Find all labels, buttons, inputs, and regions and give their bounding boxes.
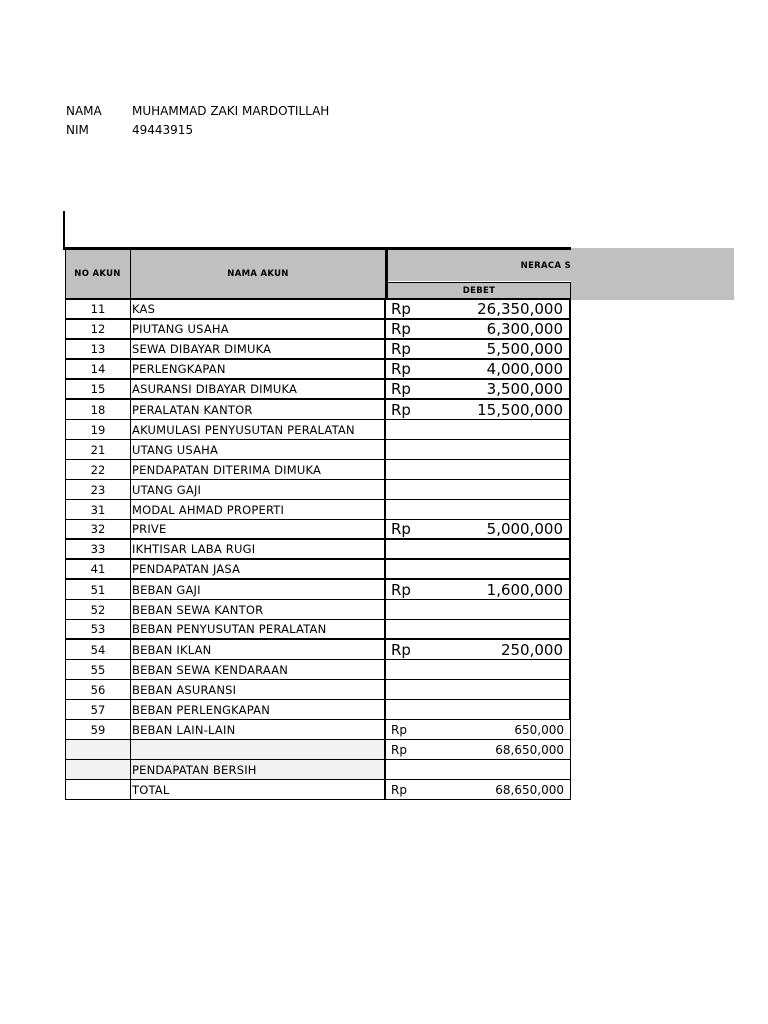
currency-label: Rp (391, 360, 411, 378)
account-number-cell: 54 (65, 640, 131, 659)
table-row (65, 460, 571, 480)
account-name-cell: AKUMULASI PENYUSUTAN PERALATAN (131, 420, 386, 439)
debet-cell (386, 580, 571, 599)
account-number-cell: 13 (65, 340, 131, 358)
table-row (65, 600, 571, 620)
currency-label: Rp (391, 320, 411, 338)
debet-cell (386, 600, 571, 619)
account-name-cell: BEBAN PERLENGKAPAN (131, 700, 386, 719)
table-row (65, 520, 571, 540)
table-row (65, 700, 571, 720)
currency-label: Rp (391, 380, 411, 398)
header-shading-extension (571, 248, 734, 300)
account-name-cell: BEBAN GAJI (131, 580, 386, 599)
account-name-cell: UTANG USAHA (131, 440, 386, 459)
debet-amount: 650,000 (514, 722, 564, 737)
account-name-cell: PENDAPATAN JASA (131, 560, 386, 578)
account-name-cell: BEBAN LAIN-LAIN (131, 720, 386, 739)
account-number-cell: 55 (65, 660, 131, 679)
debet-cell (386, 760, 571, 779)
debet-cell (386, 380, 571, 398)
table-row (65, 720, 571, 740)
table-row (65, 620, 571, 640)
debet-cell (386, 660, 571, 679)
header-debet: DEBET (388, 282, 571, 300)
table-row (65, 740, 571, 760)
currency-label: Rp (391, 300, 411, 318)
account-name-cell: PRIVE (131, 520, 386, 538)
debet-cell (386, 700, 571, 719)
account-name-cell: MODAL AHMAD PROPERTI (131, 500, 386, 519)
nama-label: NAMA (66, 104, 102, 118)
currency-label: Rp (391, 742, 407, 757)
header-separator-2 (385, 250, 388, 300)
table-row (65, 660, 571, 680)
debet-cell (386, 360, 571, 378)
debet-cell (386, 300, 571, 318)
table-row (65, 560, 571, 580)
account-name-cell (131, 740, 386, 759)
account-name-cell: SEWA DIBAYAR DIMUKA (131, 340, 386, 358)
currency-label: Rp (391, 640, 411, 659)
account-number-cell: 41 (65, 560, 131, 578)
account-name-cell: ASURANSI DIBAYAR DIMUKA (131, 380, 386, 398)
currency-label: Rp (391, 520, 411, 538)
ledger-table (65, 300, 571, 800)
account-number-cell: 52 (65, 600, 131, 619)
currency-label: Rp (391, 722, 407, 737)
account-name-cell: BEBAN SEWA KANTOR (131, 600, 386, 619)
table-row (65, 300, 571, 320)
account-number-cell: 59 (65, 720, 131, 739)
table-row (65, 760, 571, 780)
table-row (65, 640, 571, 660)
account-name-cell: PERALATAN KANTOR (131, 400, 386, 419)
account-name-cell: TOTAL (131, 780, 386, 799)
debet-cell (386, 400, 571, 419)
debet-amount: 5,500,000 (486, 340, 563, 358)
header-nama-akun: NAMA AKUN (131, 250, 385, 300)
debet-amount: 15,500,000 (477, 400, 563, 419)
currency-label: Rp (391, 580, 411, 599)
debet-amount: 4,000,000 (486, 360, 563, 378)
currency-label: Rp (391, 340, 411, 358)
debet-amount: 68,650,000 (495, 782, 564, 797)
table-row (65, 480, 571, 500)
currency-label: Rp (391, 782, 407, 797)
account-number-cell: 22 (65, 460, 131, 479)
table-row (65, 440, 571, 460)
account-name-cell: UTANG GAJI (131, 480, 386, 499)
account-number-cell: 51 (65, 580, 131, 599)
account-number-cell: 23 (65, 480, 131, 499)
debet-cell (386, 520, 571, 538)
account-number-cell: 11 (65, 300, 131, 318)
debet-cell (386, 320, 571, 338)
debet-cell (386, 460, 571, 479)
header-left-border (65, 250, 66, 300)
account-name-cell: PERLENGKAPAN (131, 360, 386, 378)
table-row (65, 580, 571, 600)
currency-label: Rp (391, 400, 411, 419)
account-name-cell: PIUTANG USAHA (131, 320, 386, 338)
debet-amount: 5,000,000 (486, 520, 563, 538)
account-name-cell: BEBAN SEWA KENDARAAN (131, 660, 386, 679)
account-number-cell: 15 (65, 380, 131, 398)
debet-cell (386, 720, 571, 739)
table-row (65, 420, 571, 440)
table-row (65, 500, 571, 520)
debet-cell (386, 780, 571, 799)
nim-label: NIM (66, 123, 89, 137)
account-name-cell: PENDAPATAN DITERIMA DIMUKA (131, 460, 386, 479)
debet-cell (386, 560, 571, 578)
header-separator-1 (130, 250, 131, 300)
table-row (65, 380, 571, 400)
table-left-top-border (63, 211, 65, 248)
account-name-cell: PENDAPATAN BERSIH (131, 760, 386, 779)
debet-cell (386, 420, 571, 439)
account-number-cell: 56 (65, 680, 131, 699)
account-number-cell: 12 (65, 320, 131, 338)
header-no-akun: NO AKUN (65, 250, 130, 300)
debet-amount: 1,600,000 (486, 580, 563, 599)
debet-cell (386, 640, 571, 659)
debet-cell (386, 500, 571, 519)
table-row (65, 540, 571, 560)
account-name-cell: KAS (131, 300, 386, 318)
account-number-cell (65, 740, 131, 759)
account-name-cell: BEBAN IKLAN (131, 640, 386, 659)
debet-cell (386, 440, 571, 459)
account-number-cell: 32 (65, 520, 131, 538)
debet-amount: 250,000 (500, 640, 563, 659)
account-number-cell (65, 760, 131, 779)
account-number-cell (65, 780, 131, 799)
debet-amount: 68,650,000 (495, 742, 564, 757)
debet-amount: 26,350,000 (477, 300, 563, 318)
account-number-cell: 31 (65, 500, 131, 519)
table-row (65, 780, 571, 800)
account-number-cell: 19 (65, 420, 131, 439)
account-number-cell: 53 (65, 620, 131, 638)
nim-value: 49443915 (132, 123, 194, 137)
account-name-cell: IKHTISAR LABA RUGI (131, 540, 386, 558)
table-row (65, 320, 571, 340)
debet-cell (386, 620, 571, 638)
nama-value: MUHAMMAD ZAKI MARDOTILLAH (132, 104, 330, 118)
table-row (65, 680, 571, 700)
debet-amount: 6,300,000 (486, 320, 563, 338)
table-row (65, 340, 571, 360)
table-row (65, 400, 571, 420)
header-neraca-saldo: NERACA S (388, 250, 571, 281)
debet-cell (386, 340, 571, 358)
account-number-cell: 21 (65, 440, 131, 459)
debet-cell (386, 540, 571, 558)
account-number-cell: 57 (65, 700, 131, 719)
account-number-cell: 18 (65, 400, 131, 419)
table-row (65, 360, 571, 380)
debet-amount: 3,500,000 (486, 380, 563, 398)
debet-cell (386, 480, 571, 499)
account-name-cell: BEBAN ASURANSI (131, 680, 386, 699)
account-name-cell: BEBAN PENYUSUTAN PERALATAN (131, 620, 386, 638)
debet-cell (386, 740, 571, 759)
account-number-cell: 33 (65, 540, 131, 558)
debet-cell (386, 680, 571, 699)
account-number-cell: 14 (65, 360, 131, 378)
